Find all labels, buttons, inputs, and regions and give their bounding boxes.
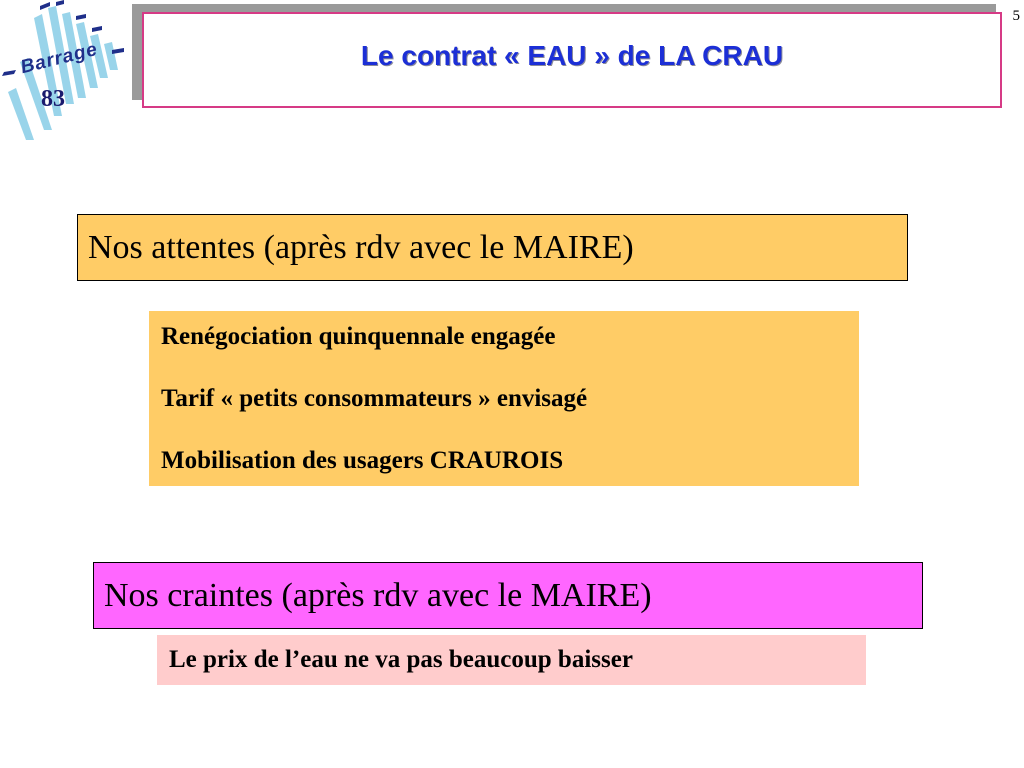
list-item: Mobilisation des usagers CRAUROIS (161, 447, 564, 474)
craintes-heading-text: Nos craintes (après rdv avec le MAIRE) (104, 576, 652, 614)
barrage-logo-icon (0, 0, 135, 140)
logo-text: Barrage (18, 38, 101, 79)
slide-title: Le contrat « EAU » de LA CRAU (360, 40, 784, 71)
list-item: Tarif « petits consommateurs » envisagé (161, 385, 588, 412)
attentes-heading (77, 214, 908, 281)
list-item: Renégociation quinquennale engagée (161, 323, 556, 350)
page-number: 5 (1012, 8, 1020, 24)
title-box (142, 12, 1002, 108)
logo-number: 83 (41, 86, 65, 112)
attentes-list (149, 311, 859, 486)
attentes-heading-text: Nos attentes (après rdv avec le MAIRE) (88, 228, 634, 266)
list-item: Le prix de l’eau ne va pas beaucoup baisser (169, 646, 633, 673)
craintes-list (157, 635, 866, 685)
craintes-heading (93, 562, 923, 629)
barrage-logo (0, 0, 135, 140)
